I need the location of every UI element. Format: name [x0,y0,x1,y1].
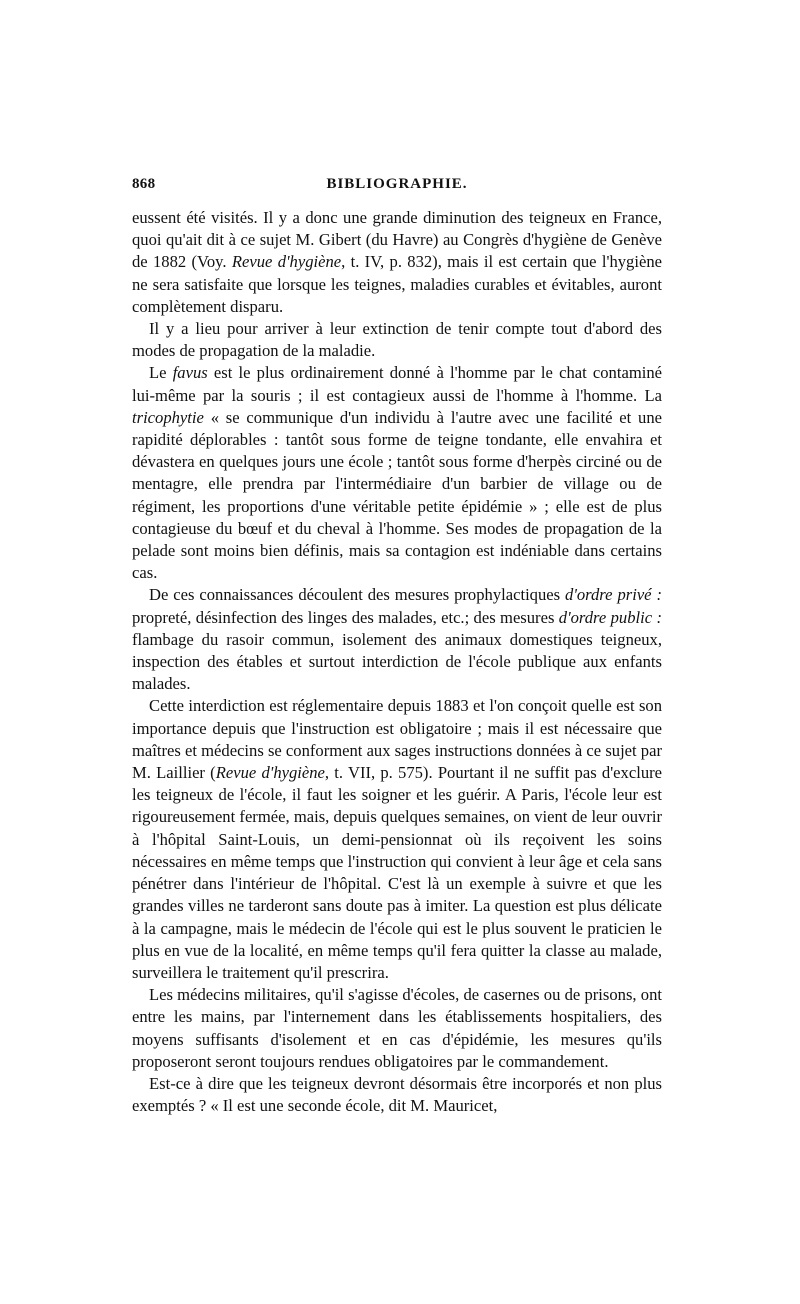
page-header [132,176,662,198]
text-run: Les médecins militaires, qu'il s'agisse d'écoles, de casernes ou de prisons, ont entre les mains, par l'internement dans les établissements hospitaliers, des moyens suffisants d'isolement et en cas d'épidémie, les mesures qu'ils proposeront seront toujours rendues obligatoires par le commandement. [132,985,662,1071]
paragraph [132,584,662,695]
text-run: Le [149,363,173,383]
page-number: 868 [132,176,156,192]
text-run: Est-ce à dire que les teigneux devront désormais être incorporés et non plus exemptés ? « Il est une seconde école, dit M. Mauricet, [132,1073,662,1116]
italic-text: Revue d'hygiène [215,763,325,783]
paragraph [132,984,662,1073]
text-run: Cette interdiction est réglementaire depuis 1883 et l'on conçoit quelle est son importance depuis que l'instruction est obligatoire ; mais il est nécessaire que maîtres et médecins se conforment aux sages instructions données à ce sujet par M. Laillier ( [132,696,662,783]
text-run: , t. VII, p. 575). Pourtant il ne suffit pas d'exclure les teigneux de l'école, il faut les soigner et les guérir. A Paris, l'école leur est rigoureusement fermée, mais, depuis quelques semaines, on vient de leur ouvrir à l'hôpital Saint-Louis, un demi-pensionnat où ils reçoivent les soins nécessaires en même temps que l'instruction qui convient à leur âge et cela sans pénétrer dans l'intérieur de l'hôpital. C'est là un exemple à suivre et que les grandes villes ne tarderont sans doute pas à imiter. La question est plus délicate à la campagne, mais le médecin de l'école qui est le plus souvent le praticien le plus en vue de la localité, en même temps qu'il fera quitter la classe au malade, surveillera le traitement qu'il prescrira. [132,763,663,982]
running-title: BIBLIOGRAPHIE. [326,176,468,192]
italic-text: Revue d'hygiène [231,252,342,272]
paragraph [132,1073,662,1117]
text-run: flambage du rasoir commun, isolement des animaux domestiques teigneux, inspection des étables et surtout interdiction de l'école publique aux enfants malades. [132,629,662,694]
paragraph [132,318,662,362]
italic-text: tricophytie [132,407,204,427]
paragraph [132,362,662,584]
article-body [132,207,662,1117]
text-run: « se communique d'un individu à l'autre avec une facilité et une rapidité déplorables : tantôt sous forme de teigne tondante, elle envahira et dévastera en quelques jours une école ; tantôt sous forme d'herpès circiné ou de mentagre, elle prendra par l'intermédiaire d'un barbier de village ou de régiment, les proportions d'une véritable petite épidémie » ; elle est de plus contagieuse du bœuf et du cheval à l'homme. Ses modes de propagation de la pelade sont moins bien définis, mais sa contagion est indéniable dans certains cas. [132,407,662,583]
text-run: , t. IV, p. 832), mais il est certain que l'hygiène ne sera satisfaite que lorsque les teignes, maladies curables et évitables, auront complètement disparu. [132,252,662,316]
text-run: propreté, désinfection des linges des malades, etc.; des mesures [132,607,559,627]
italic-text: d'ordre public : [558,607,662,627]
text-run: Il y a lieu pour arriver à leur extinction de tenir compte tout d'abord des modes de propagation de la maladie. [132,319,662,361]
italic-text: d'ordre privé : [565,585,662,605]
text-run: De ces connaissances découlent des mesures prophylactiques [149,585,566,605]
paragraph [132,207,662,318]
text-run: est le plus ordinairement donné à l'homme par le chat contaminé lui-même par la souris ; il est contagieux aussi de l'homme à l'homme. La [132,363,662,405]
text-run: eussent été visités. Il y a donc une grande diminution des teigneux en France, quoi qu'ait dit à ce sujet M. Gibert (du Havre) au Congrès d'hygiène de Genève de 1882 (Voy. [132,208,662,272]
italic-text: favus [172,363,208,383]
paragraph [132,695,662,984]
